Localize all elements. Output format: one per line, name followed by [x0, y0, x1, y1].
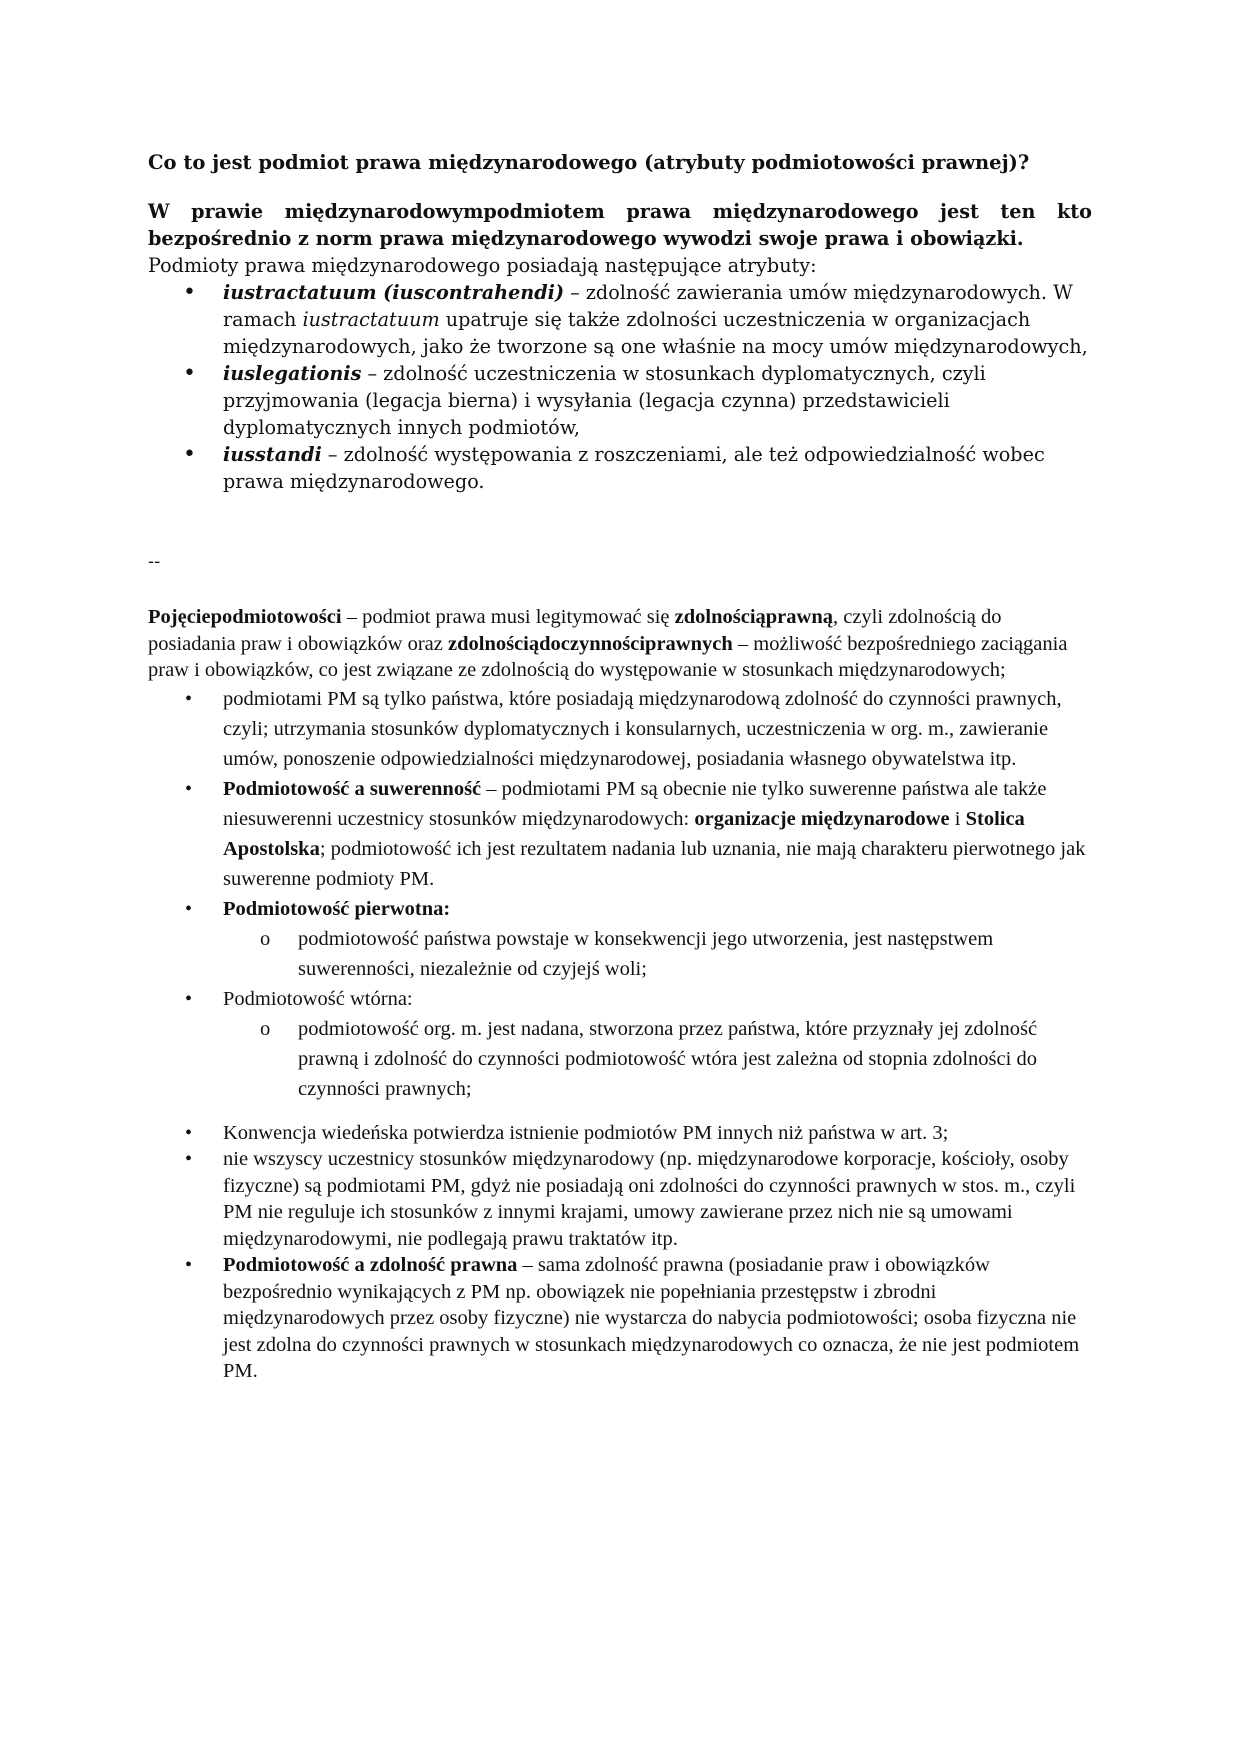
concept-list-2 — [148, 1120, 1092, 1385]
bullet-text: ; podmiotowość ich jest rezultatem nadania lub uznania, nie mają charakteru pierwotnego jak suwerenne podmioty PM. — [223, 837, 1086, 890]
bullet-keyword: Stolica Apostolska — [223, 807, 1025, 860]
attribute-term-inline: iustractatuum — [302, 308, 440, 331]
spacer — [148, 1104, 1092, 1120]
lead-part1: W prawie międzynarodowym — [148, 200, 484, 223]
concept-keyword: zdolnościąprawną — [674, 606, 833, 628]
concept-paragraph — [148, 604, 1092, 684]
bullet-heading: Podmiotowość a suwerenność — [223, 777, 482, 800]
intro-text: Podmioty prawa międzynarodowego posiadają następujące atrybuty: — [148, 254, 817, 277]
sub-list — [223, 924, 1092, 984]
lead-part3: jest ten kto bezpośrednio z norm prawa międzynarodowego wywodzi swoje prawa i obowiązki. — [148, 200, 1092, 250]
document-title: Co to jest podmiot prawa międzynarodowego (atrybuty podmiotowości prawnej)? — [148, 151, 1030, 174]
bullet-text: podmiotami PM są tylko państwa, które posiadają międzynarodową zdolność do czynności prawnych, czyli; utrzymania stosunków dyplomatycznych i konsularnych, uczestniczenia w org. m., zawieranie umów, ponoszenie odpowiedzialności międzynarodowej, posiadania własnego obywatelstwa itp. — [223, 687, 1062, 770]
list-item: • Konwencja wiedeńska potwierdza istnienie podmiotów PM innych niż państwa w art. 3; — [148, 1120, 1092, 1147]
list-item — [148, 441, 1092, 495]
lead-term: podmiotem prawa międzynarodowego — [483, 200, 919, 223]
bullet-heading: Podmiotowość a zdolność prawna — [223, 1254, 518, 1276]
list-item — [148, 684, 1092, 774]
sub-list-item: o podmiotowość org. m. jest nadana, stworzona przez państwa, które przyznały jej zdolność prawną i zdolność do czynności podmiotowość wtóra jest zależna od stopnia zdolności do czynności prawnych; — [223, 1014, 1092, 1104]
concept-heading: Pojęciepodmiotowości — [148, 606, 342, 628]
bullet-heading: Podmiotowość pierwotna: — [223, 897, 451, 920]
list-item — [148, 1252, 1092, 1385]
bullet-keyword: organizacje międzynarodowe — [694, 807, 950, 830]
list-item — [148, 894, 1092, 984]
bullet-text: i — [949, 807, 966, 830]
section-attributes — [148, 149, 1092, 495]
concept-keyword: zdolnościądoczynnościprawnych — [448, 632, 733, 655]
bullet-heading: Podmiotowość wtórna: — [223, 987, 413, 1010]
lead-paragraph — [148, 198, 1092, 252]
sub-list — [223, 1014, 1092, 1104]
concept-list — [148, 684, 1092, 1104]
attribute-text: – zdolność występowania z roszczeniami, ale też odpowiedzialność wobec prawa międzynarodowego. — [223, 443, 1045, 493]
sub-list-item: o podmiotowość państwa powstaje w konsekwencji jego utworzenia, jest następstwem suwerenności, niezależnie od czyjejś woli; — [223, 924, 1092, 984]
list-item — [148, 984, 1092, 1104]
list-item — [148, 360, 1092, 441]
attribute-text: upatruje się także zdolności uczestniczenia w organizacjach międzynarodowych, jako że tworzone są one właśnie na mocy umów międzynarodowych, — [223, 308, 1088, 358]
attribute-term: iuslegationis — [223, 362, 362, 385]
list-item: • nie wszyscy uczestnicy stosunków międzynarodowy (np. międzynarodowe korporacje, kościoły, osoby fizyczne) są podmiotami PM, gdyż nie posiadają oni zdolności do czynności prawnych w stos. m., czyli PM nie reguluje ich stosunków z innymi krajami, umowy zawierane przez nich nie są umowami międzynarodowymi, nie podlegają prawu traktatów itp. — [148, 1146, 1092, 1252]
concept-text: – podmiot prawa musi legitymować się — [341, 606, 675, 628]
bullet-text: – podmiotami PM są obecnie nie tylko suwerenne państwa ale także niesuwerenni uczestnicy stosunków międzynarodowych: — [223, 777, 1047, 830]
concept-text: – możliwość bezpośredniego zaciągania praw i obowiązków, co jest związane ze zdolnością do występowanie w stosunkach międzynarodowych; — [148, 632, 1068, 681]
attributes-list — [148, 279, 1092, 495]
separator: -- — [148, 552, 161, 572]
bullet-text: – sama zdolność prawna (posiadanie praw i obowiązków bezpośrednio wynikających z PM np. obowiązek nie popełniania przestępstw i zbrodni międzynarodowych przez osoby fizyczne) nie wystarcza do nabycia podmiotowości; osoba fizyczna nie jest zdolna do czynności prawnych w stosunkach międzynarodowych co oznacza, że nie jest podmiotem PM. — [223, 1254, 1080, 1382]
section-concept — [148, 604, 1092, 1385]
attribute-text: – zdolność zawierania umów międzynarodowych. W ramach — [223, 281, 1073, 331]
attribute-term: iusstandi — [223, 443, 322, 466]
concept-text: , czyli zdolnością do posiadania praw i obowiązków oraz — [148, 606, 1002, 655]
attribute-text: – zdolność uczestniczenia w stosunkach dyplomatycznych, czyli przyjmowania (legacja bierna) i wysyłania (legacja czynna) przedstawicieli dyplomatycznych innych podmiotów, — [223, 362, 986, 439]
attribute-term: iustractatuum (iuscontrahendi) — [223, 281, 565, 304]
list-item — [148, 774, 1092, 894]
list-item — [148, 279, 1092, 360]
